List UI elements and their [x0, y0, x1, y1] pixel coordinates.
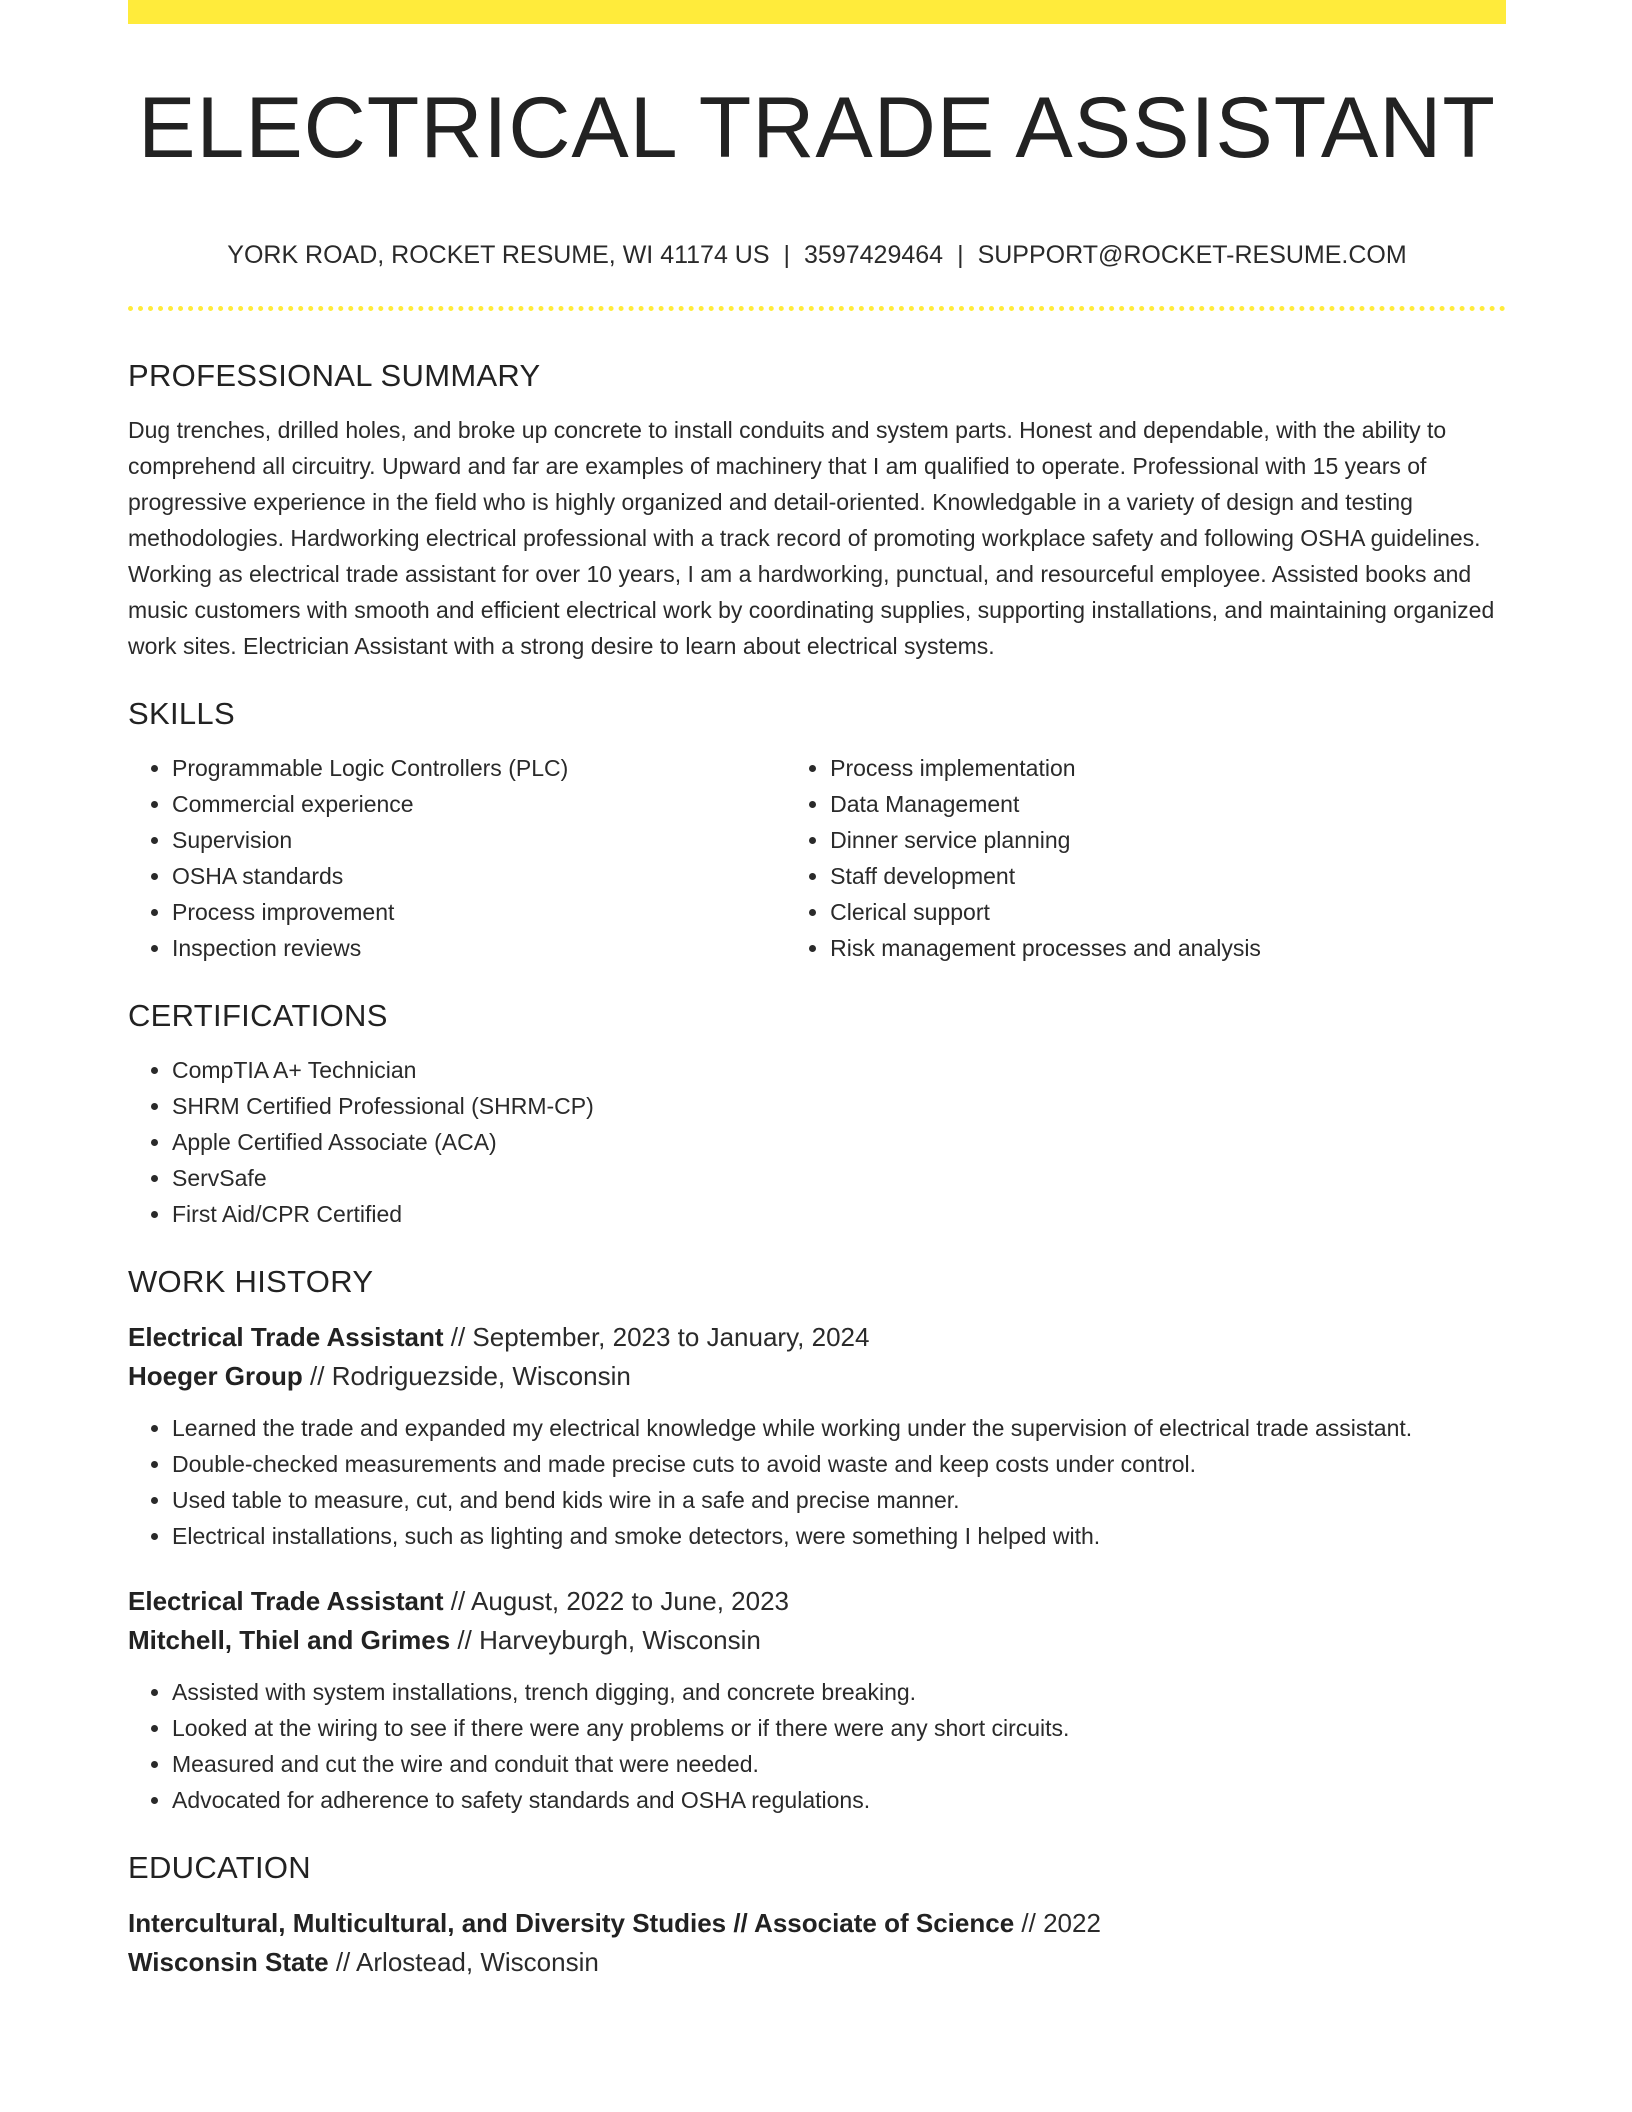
certifications-heading: CERTIFICATIONS: [128, 998, 388, 1033]
job-company: Hoeger Group: [128, 1361, 303, 1391]
certification-item: • SHRM Certified Professional (SHRM-CP): [172, 1088, 1506, 1124]
job-entry: [128, 1582, 1506, 1818]
skills-columns: [128, 750, 1506, 966]
job-title-line: [128, 1582, 1506, 1621]
job-entry: [128, 1318, 1506, 1554]
contact-email: SUPPORT@ROCKET-RESUME.COM: [977, 241, 1407, 269]
job-company: Mitchell, Thiel and Grimes: [128, 1625, 451, 1655]
skill-item: • Inspection reviews: [172, 930, 786, 966]
skill-item: • Staff development: [830, 858, 1506, 894]
education-school-line: [128, 1943, 1506, 1982]
skills-heading: SKILLS: [128, 696, 235, 731]
summary-heading: PROFESSIONAL SUMMARY: [128, 358, 541, 393]
education-heading: EDUCATION: [128, 1850, 311, 1885]
skill-item: • Data Management: [830, 786, 1506, 822]
contact-separator: |: [783, 241, 791, 269]
certification-item: • CompTIA A+ Technician: [172, 1052, 1506, 1088]
skill-item: • Process improvement: [172, 894, 786, 930]
job-company-line: [128, 1621, 1506, 1660]
candidate-name: ELECTRICAL TRADE ASSISTANT: [138, 80, 1496, 176]
job-duty: • Measured and cut the wire and conduit that were needed.: [172, 1746, 1506, 1782]
certifications-list: [128, 1052, 1506, 1232]
certifications-section: [128, 994, 1506, 1232]
work-history-section: [128, 1260, 1506, 1818]
job-dates: // September, 2023 to January, 2024: [443, 1322, 870, 1352]
education-section: [128, 1846, 1506, 1982]
skill-item: • Commercial experience: [172, 786, 786, 822]
contact-separator: |: [957, 241, 964, 269]
job-title-line: [128, 1318, 1506, 1357]
job-duties: [128, 1674, 1506, 1818]
education-year: // 2022: [1014, 1908, 1101, 1938]
skill-item: • Supervision: [172, 822, 786, 858]
skill-item: • Programmable Logic Controllers (PLC): [172, 750, 786, 786]
resume-body: [128, 354, 1506, 1982]
job-duty: • Assisted with system installations, trench digging, and concrete breaking.: [172, 1674, 1506, 1710]
job-dates: // August, 2022 to June, 2023: [443, 1586, 790, 1616]
summary-section: [128, 354, 1506, 664]
education-school: Wisconsin State: [128, 1947, 329, 1977]
skill-item: • Process implementation: [830, 750, 1506, 786]
skills-section: [128, 692, 1506, 966]
certification-item: • First Aid/CPR Certified: [172, 1196, 1506, 1232]
skill-item: • Dinner service planning: [830, 822, 1506, 858]
job-role: Electrical Trade Assistant: [128, 1322, 444, 1352]
job-duties: [128, 1410, 1506, 1554]
dotted-divider: [128, 306, 1506, 311]
job-duty: • Double-checked measurements and made precise cuts to avoid waste and keep costs under control.: [172, 1446, 1506, 1482]
work-history-heading: WORK HISTORY: [128, 1264, 374, 1299]
job-company-line: [128, 1357, 1506, 1396]
skill-item: • Risk management processes and analysis: [830, 930, 1506, 966]
skill-item: • Clerical support: [830, 894, 1506, 930]
job-role: Electrical Trade Assistant: [128, 1586, 444, 1616]
certification-item: • ServSafe: [172, 1160, 1506, 1196]
education-location: // Arlostead, Wisconsin: [328, 1947, 599, 1977]
job-location: // Rodriguezside, Wisconsin: [302, 1361, 631, 1391]
job-duty: • Electrical installations, such as lighting and smoke detectors, were something I helped with.: [172, 1518, 1506, 1554]
job-duty: • Advocated for adherence to safety standards and OSHA regulations.: [172, 1782, 1506, 1818]
contact-line: [128, 237, 1506, 273]
job-duty: • Learned the trade and expanded my electrical knowledge while working under the supervision of electrical trade assistant.: [172, 1410, 1506, 1446]
summary-text: Dug trenches, drilled holes, and broke up concrete to install conduits and system parts. Honest and dependable, with the ability to comprehend all circuitry. Upward and far are examples of machinery that I am qualified to operate. Professional with 15 years of progressive experience in the field who is highly organized and detail-oriented. Knowledgable in a variety of design and testing methodologies. Hardworking electrical professional with a track record of promoting workplace safety and following OSHA guidelines. Working as electrical trade assistant for over 10 years, I am a hardworking, punctual, and resourceful employee. Assisted books and music customers with smooth and efficient electrical work by coordinating supplies, supporting installations, and maintaining organized work sites. Electrician Assistant with a strong desire to learn about electrical systems.: [128, 417, 1495, 659]
job-duty: • Looked at the wiring to see if there were any problems or if there were any short circuits.: [172, 1710, 1506, 1746]
job-location: // Harveyburgh, Wisconsin: [450, 1625, 761, 1655]
contact-phone: 3597429464: [804, 241, 944, 269]
certification-item: • Apple Certified Associate (ACA): [172, 1124, 1506, 1160]
education-degree-line: [128, 1904, 1506, 1943]
skill-item: • OSHA standards: [172, 858, 786, 894]
education-degree: Intercultural, Multicultural, and Diversity Studies // Associate of Science: [128, 1908, 1015, 1938]
accent-bar: [128, 0, 1506, 24]
contact-address: YORK ROAD, ROCKET RESUME, WI 41174 US: [227, 241, 770, 269]
job-duty: • Used table to measure, cut, and bend kids wire in a safe and precise manner.: [172, 1482, 1506, 1518]
skills-list-left: [128, 750, 786, 966]
skills-list-right: [786, 750, 1506, 966]
